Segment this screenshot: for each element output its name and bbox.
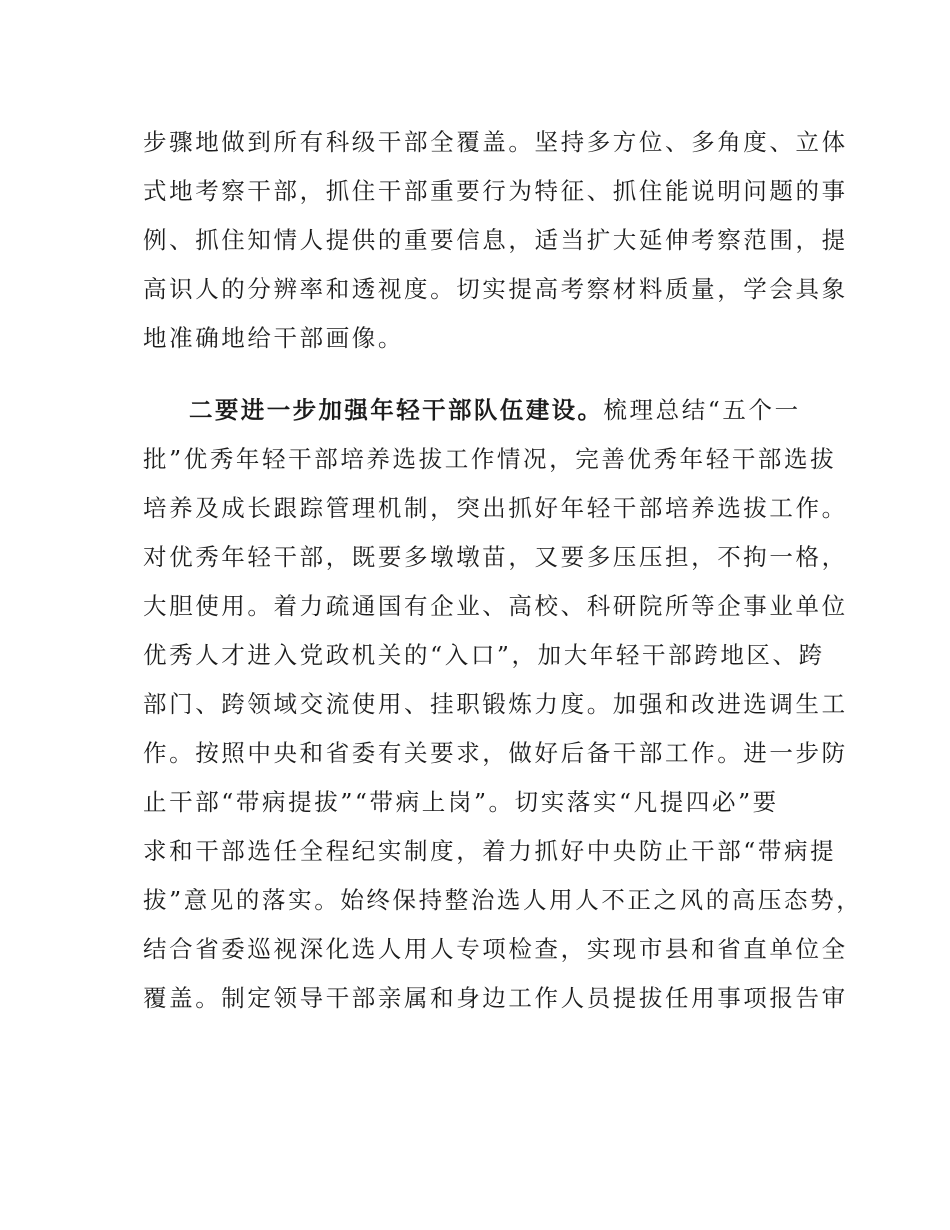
paragraph-2-first-line-text: 梳理总结“五个一 <box>603 396 801 424</box>
paragraph-1-line-5: 地准确地给干部画像。 <box>143 324 404 352</box>
paragraph-2-line-3: 培养及成长跟踪管理机制，突出抓好年轻干部培养选拔工作。 <box>143 494 848 522</box>
section-heading: 二要进一步加强年轻干部队伍建设。 <box>189 396 604 424</box>
paragraph-2-line-8: 作。按照中央和省委有关要求，做好后备干部工作。进一步防 <box>143 739 848 767</box>
paragraph-2-line-11: 拔”意见的落实。始终保持整治选人用人不正之风的高压态势， <box>143 886 863 914</box>
paragraph-1-line-2: 式地考察干部，抓住干部重要行为特征、抓住能说明问题的事 <box>143 177 848 205</box>
paragraph-2-line-12: 结合省委巡视深化选人用人专项检查，实现市县和省直单位全 <box>143 935 848 963</box>
paragraph-2-line-2: 批”优秀年轻干部培养选拔工作情况，完善优秀年轻干部选拔 <box>143 445 837 473</box>
paragraph-2-first-line <box>189 390 801 430</box>
paragraph-2-line-6: 优秀人才进入党政机关的“入口”，加大年轻干部跨地区、跨 <box>143 641 825 669</box>
paragraph-2-line-4: 对优秀年轻干部，既要多墩墩苗，又要多压压担，不拘一格， <box>143 543 848 571</box>
paragraph-2-line-10: 求和干部选任全程纪实制度，着力抓好中央防止干部“带病提 <box>143 837 837 865</box>
paragraph-2-line-7: 部门、跨领域交流使用、挂职锻炼力度。加强和改进选调生工 <box>143 690 848 718</box>
paragraph-2-line-13: 覆盖。制定领导干部亲属和身边工作人员提拔任用事项报告审 <box>143 984 848 1012</box>
paragraph-2-line-5: 大胆使用。着力疏通国有企业、高校、科研院所等企事业单位 <box>143 592 848 620</box>
paragraph-1-line-3: 例、抓住知情人提供的重要信息，适当扩大延伸考察范围，提 <box>143 226 848 254</box>
paragraph-1-line-1: 步骤地做到所有科级干部全覆盖。坚持多方位、多角度、立体 <box>143 128 848 156</box>
paragraph-1-line-4: 高识人的分辨率和透视度。切实提高考察材料质量，学会具象 <box>143 275 848 303</box>
paragraph-2-line-9: 止干部“带病提拔”“带病上岗”。切实落实“凡提四必”要 <box>143 788 779 816</box>
